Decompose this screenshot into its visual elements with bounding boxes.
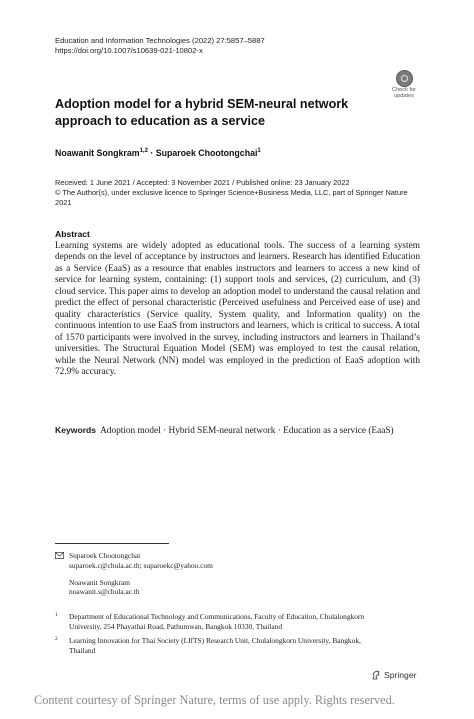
courtesy-notice: Content courtesy of Springer Nature, terms of use apply. Rights reserved. (34, 693, 395, 707)
footnote-rule (55, 543, 169, 544)
affiliation-1 (55, 612, 385, 632)
copyright-line: © The Author(s), under exclusive licence to Springer Science+Business Media, LLC, part of Springer Nature 2021 (55, 188, 408, 208)
correspondence-block (55, 551, 375, 597)
publication-dates (55, 178, 425, 209)
author-name[interactable]: Noawanit Songkram (55, 148, 140, 158)
author-list (55, 148, 261, 158)
abstract-heading: Abstract (55, 229, 90, 239)
author-name[interactable]: Suparoek Chootongchai (155, 148, 258, 158)
affiliation-number: 1 (55, 612, 58, 618)
badge-line2: updates (394, 93, 414, 100)
doi-link[interactable]: https://doi.org/10.1007/s10639-021-10802-x (55, 46, 203, 55)
publisher-name: Springer (384, 670, 417, 680)
keywords-text: Adoption model · Hybrid SEM-neural network · Education as a service (EaaS) (100, 426, 394, 436)
journal-header (55, 36, 265, 56)
keywords (55, 425, 420, 438)
correspondence-email[interactable]: noawanit.s@chula.ac.th (69, 587, 140, 597)
author-affiliation-mark: 1 (257, 148, 261, 155)
journal-citation: Education and Information Technologies (2022) 27:5857–5887 (55, 36, 265, 45)
publisher-logo (371, 670, 416, 680)
dates-line: Received: 1 June 2021 / Accepted: 3 November 2021 / Published online: 23 January 2022 (55, 178, 350, 187)
check-for-updates-badge[interactable] (387, 70, 421, 104)
affiliation-text: Department of Educational Technology and Communications, Faculty of Education, Chulalongkorn University, 254 Phayathai Road, Pathumwan, Bangkok 10330, Thailand (69, 612, 365, 631)
affiliation-number: 2 (55, 636, 58, 642)
envelope-icon (55, 552, 64, 559)
affiliation-text: Learning Innovation for Thai Society (LIfTS) Research Unit, Chulalongkorn University, Bangkok, Thailand (69, 636, 361, 655)
check-for-updates-icon (396, 70, 413, 87)
author-separator: · (147, 148, 156, 158)
correspondence-name: Noawanit Songkram (69, 577, 130, 587)
abstract-text: Learning systems are widely adopted as educational tools. The success of a learning system depends on the level of acceptance by instructors and learners. Research has identified Education as a Service (EaaS) as a resource that enables instructors and learners to access a new kind of service for learning system, containing: (1) support tools and services, (2) curriculum, and (3) cloud service. This paper aims to develop an adoption model to understand the causal relation and predict the effect of personal characteristic (Perceived usefulness and Perceived ease of use) and quality characteristics (Service quality, System quality, and Information quality) on the continuous intention to use EaaS from instructors and learners, which is critical to success. A total of 1570 participants were involved in the survey, including instructors and learners in Thailand’s universities. The Structural Equation Model (SEM) was employed to test the causal relation, while the Neural Network (NN) model was employed in the prediction of EaaS adoption with 72.9% accuracy. (55, 241, 420, 377)
correspondence-email[interactable]: suparoek.c@chula.ac.th; suparoekc@yahoo.com (69, 560, 213, 570)
springer-horse-icon (371, 670, 381, 680)
author-affiliation-mark: 1,2 (139, 148, 148, 155)
affiliation-2 (55, 636, 385, 656)
badge-line1: Check for (392, 87, 416, 93)
article-title: Adoption model for a hybrid SEM-neural network approach to education as a service (55, 97, 349, 128)
correspondence-name: Suparoek Chootongchai (69, 551, 141, 560)
keywords-label: Keywords (55, 425, 97, 435)
